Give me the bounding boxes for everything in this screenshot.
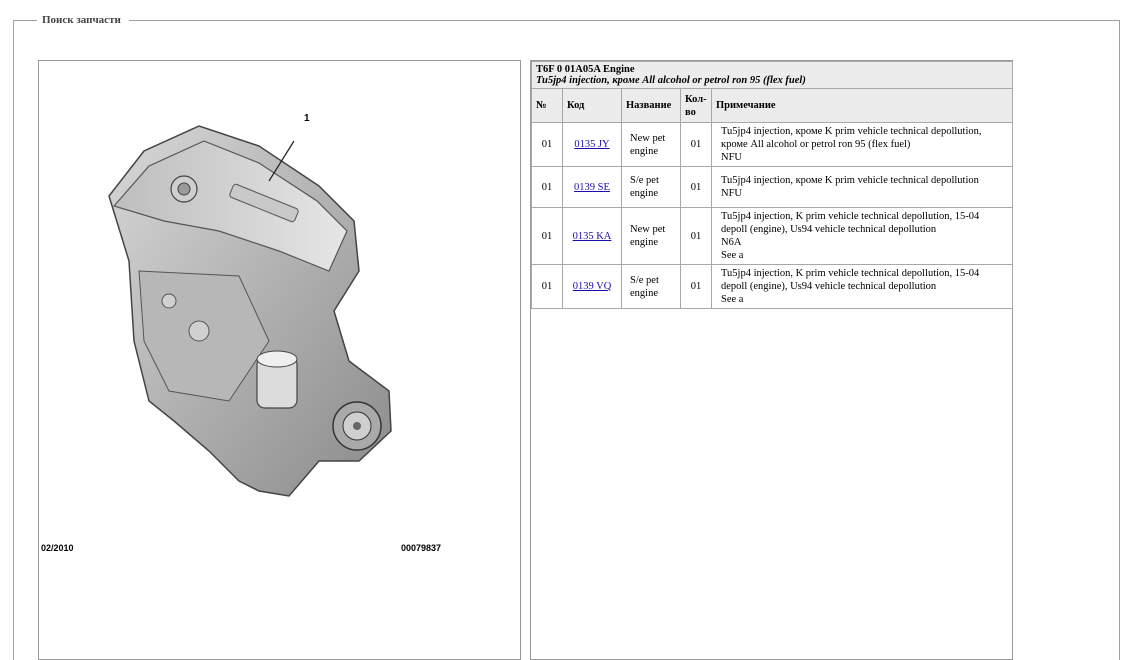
table-row: [532, 167, 1013, 208]
fieldset-legend: Поиск запчасти: [37, 14, 129, 26]
row-no: 01: [532, 208, 563, 265]
row-note: [712, 167, 1013, 208]
note-line: N6A: [721, 237, 742, 248]
note-line: Tu5jp4 injection, K prim vehicle technical depollution, 15-04 depoll (engine), Us94 vehicle technical depollution: [721, 211, 980, 235]
table-caption: [532, 62, 1013, 89]
table-title: T6F 0 01A05A Engine: [536, 64, 635, 75]
row-code-cell: [563, 208, 622, 265]
row-qty: 01: [681, 265, 712, 309]
row-name: New pet engine: [622, 208, 681, 265]
figure-panel: [38, 60, 521, 660]
note-line: Tu5jp4 injection, K prim vehicle technical depollution, 15-04 depoll (engine), Us94 vehicle technical depollution: [721, 268, 980, 292]
row-note: [712, 265, 1013, 309]
figure-number: 00079837: [401, 543, 442, 553]
part-code-link[interactable]: 0139 SE: [574, 181, 610, 193]
table-row: [532, 208, 1013, 265]
note-line: NFU: [721, 188, 743, 199]
header-code: Код: [563, 89, 622, 123]
row-note: [712, 123, 1013, 167]
note-line: Tu5jp4 injection, кроме K prim vehicle technical depollution: [721, 175, 979, 186]
row-no: 01: [532, 265, 563, 309]
engine-illustration[interactable]: [89, 101, 409, 521]
row-name: S/e pet engine: [622, 167, 681, 208]
header-note: Примечание: [712, 89, 1013, 123]
header-no: №: [532, 89, 563, 123]
row-qty: 01: [681, 208, 712, 265]
row-no: 01: [532, 123, 563, 167]
header-qty: Кол-во: [681, 89, 712, 123]
note-line: See a: [721, 294, 744, 305]
table-subtitle: Tu5jp4 injection, кроме All alcohol or petrol ron 95 (flex fuel): [536, 75, 806, 86]
note-line: Tu5jp4 injection, кроме K prim vehicle technical depollution, кроме All alcohol or petrol ron 95 (flex fuel): [721, 126, 982, 150]
table-row: [532, 123, 1013, 167]
row-name: S/e pet engine: [622, 265, 681, 309]
row-qty: 01: [681, 167, 712, 208]
table-row: [532, 265, 1013, 309]
row-qty: 01: [681, 123, 712, 167]
row-code-cell: [563, 167, 622, 208]
callout-number: 1: [304, 113, 310, 124]
figure-date: 02/2010: [41, 543, 74, 553]
row-no: 01: [532, 167, 563, 208]
note-line: NFU: [721, 152, 743, 163]
header-name: Название: [622, 89, 681, 123]
part-code-link[interactable]: 0139 VQ: [572, 281, 612, 292]
row-code-cell: [563, 123, 622, 167]
row-name: New pet engine: [622, 123, 681, 167]
row-code-cell: [563, 265, 622, 309]
note-line: See a: [721, 250, 744, 261]
row-note: [712, 208, 1013, 265]
part-code-link[interactable]: 0135 KA: [572, 230, 612, 242]
parts-table-panel: [530, 60, 1013, 660]
parts-table: [531, 61, 1013, 309]
part-code-link[interactable]: 0135 JY: [574, 139, 610, 150]
